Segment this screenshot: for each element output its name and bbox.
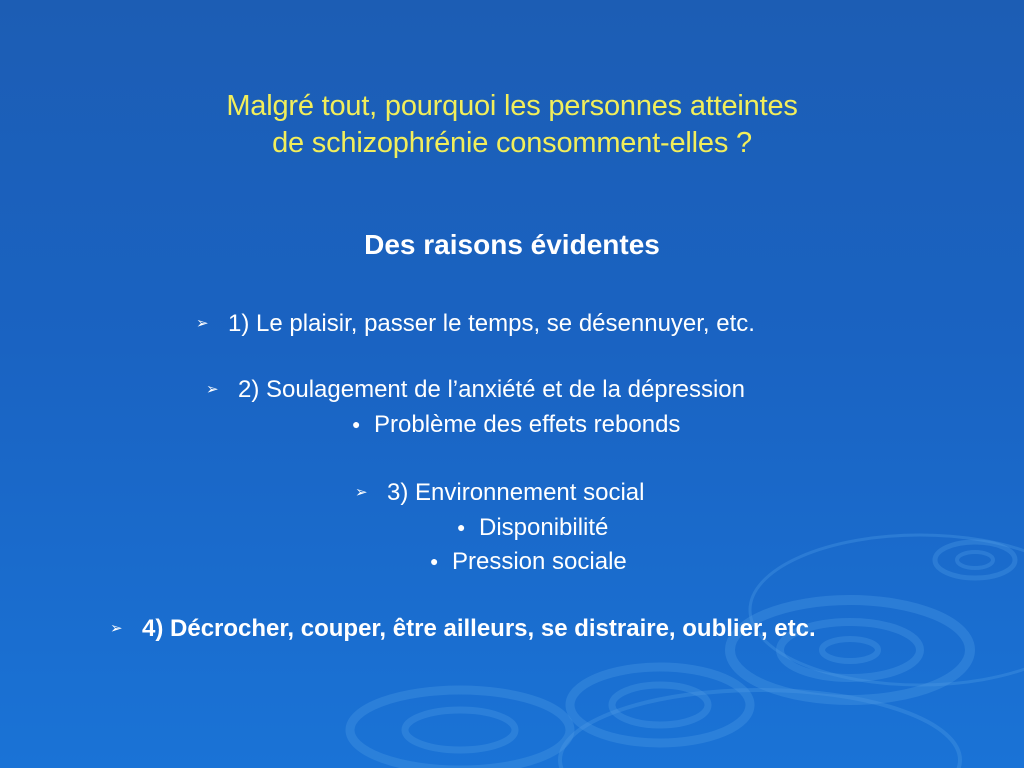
dot-bullet-icon: ● bbox=[457, 519, 466, 535]
bullet-item-1 bbox=[196, 309, 755, 339]
arrow-bullet-icon: ➢ bbox=[196, 315, 209, 332]
bullet-item-1-text: 1) Le plaisir, passer le temps, se désennuyer, etc. bbox=[228, 310, 755, 337]
sub-bullet-item-2-1 bbox=[352, 409, 680, 440]
slide-title bbox=[0, 88, 1024, 162]
bullet-item-4-text: 4) Décrocher, couper, être ailleurs, se distraire, oublier, etc. bbox=[142, 615, 816, 642]
arrow-bullet-icon: ➢ bbox=[206, 381, 219, 398]
bullet-item-2 bbox=[206, 375, 745, 405]
bullet-item-3 bbox=[355, 478, 644, 508]
bullet-item-2-text: 2) Soulagement de l’anxiété et de la dépression bbox=[238, 376, 745, 403]
sub-bullet-item-3-1-text: Disponibilité bbox=[479, 514, 609, 541]
arrow-bullet-icon: ➢ bbox=[355, 484, 368, 501]
sub-bullet-item-3-2-text: Pression sociale bbox=[452, 548, 627, 575]
title-line-2: de schizophrénie consomment-elles ? bbox=[272, 127, 752, 159]
bullet-item-3-text: 3) Environnement social bbox=[387, 479, 645, 506]
section-heading: Des raisons évidentes bbox=[364, 229, 660, 260]
sub-bullet-item-3-1 bbox=[457, 512, 608, 543]
sub-bullet-item-3-2 bbox=[430, 546, 627, 577]
arrow-bullet-icon: ➢ bbox=[110, 620, 123, 637]
dot-bullet-icon: ● bbox=[430, 553, 439, 569]
title-line-1: Malgré tout, pourquoi les personnes atteintes bbox=[226, 90, 798, 122]
dot-bullet-icon: ● bbox=[352, 416, 361, 432]
bullet-item-4 bbox=[110, 614, 816, 644]
sub-bullet-item-2-1-text: Problème des effets rebonds bbox=[374, 411, 681, 438]
